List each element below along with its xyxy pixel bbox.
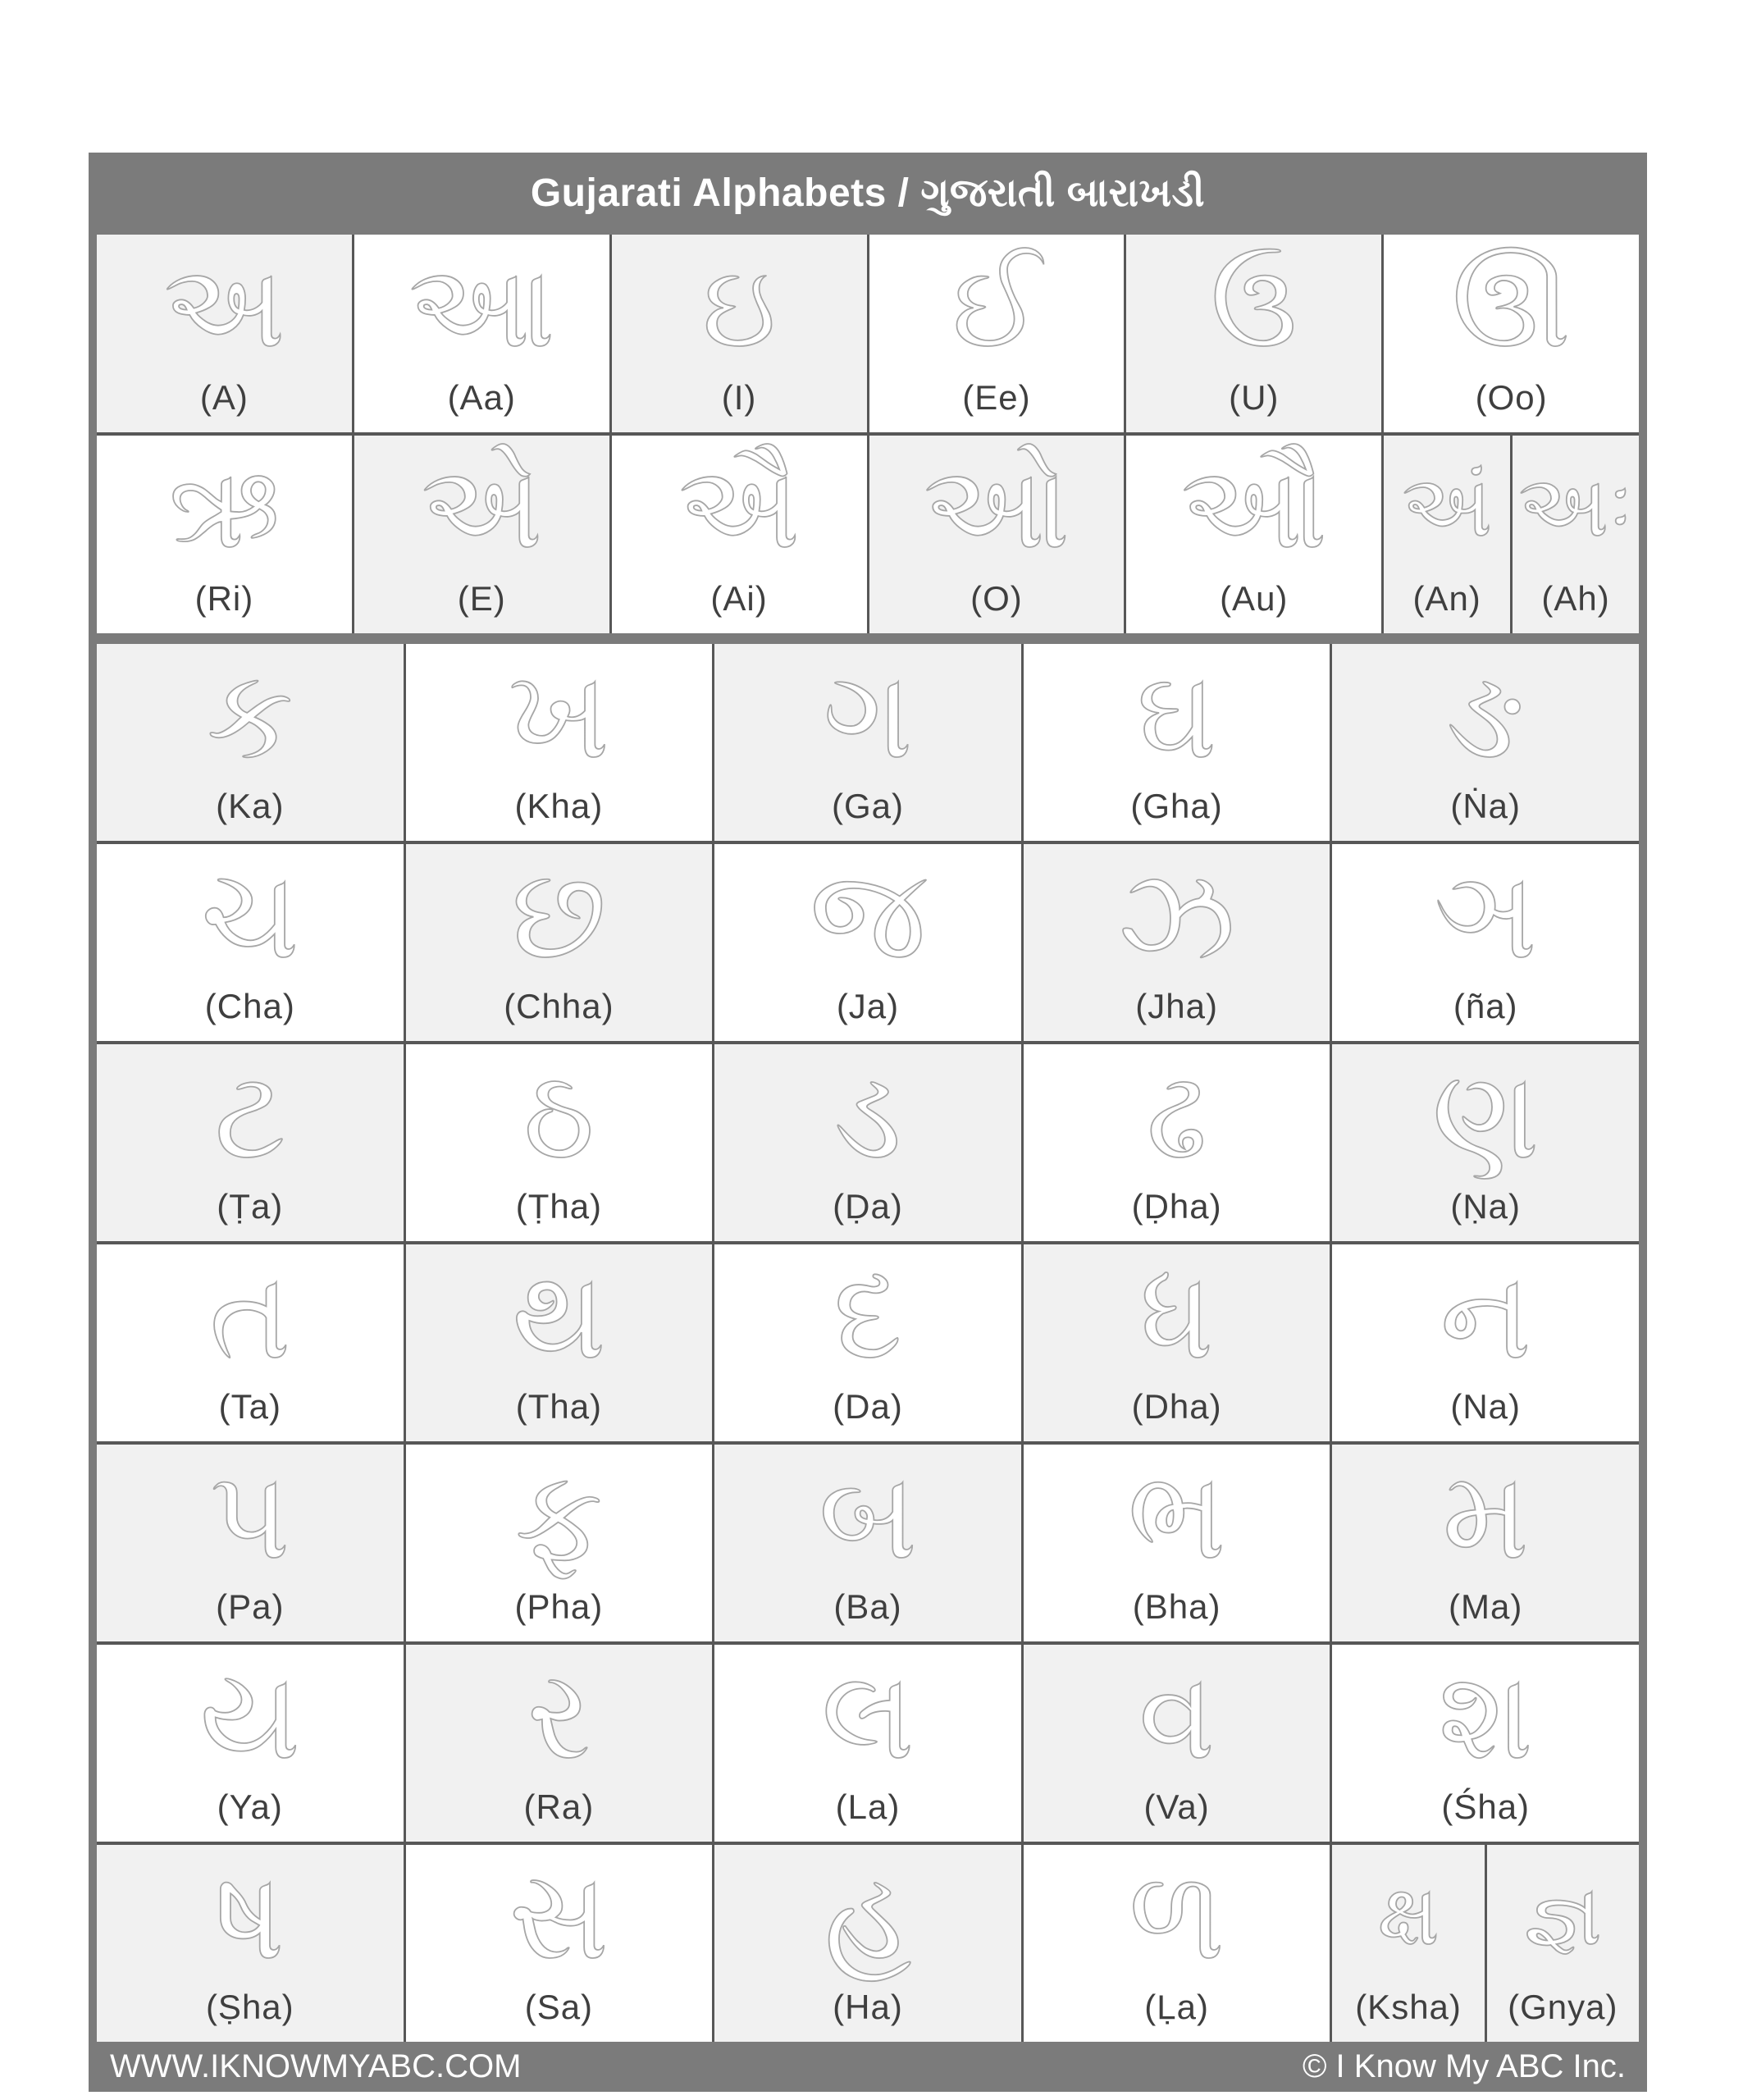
letter-label-ssa: (Ṣha) xyxy=(205,1988,294,2026)
glyph-text-na: ન xyxy=(1440,1246,1532,1385)
letter-cell-kha xyxy=(406,644,713,841)
letter-label-u: (U) xyxy=(1229,378,1280,417)
glyph-text-cha: ચ xyxy=(200,846,299,984)
gujarati-glyph-ttha xyxy=(406,1044,713,1187)
letter-label-ta: (Ta) xyxy=(218,1387,281,1426)
letter-label-dda: (Ḍa) xyxy=(833,1187,903,1226)
letter-cell-dda xyxy=(714,1044,1021,1241)
gujarati-glyph-sha xyxy=(1332,1645,1639,1787)
letter-cell-tha xyxy=(406,1244,713,1441)
gujarati-glyph-bha xyxy=(1024,1445,1330,1587)
gujarati-glyph-lla xyxy=(1024,1845,1330,1988)
letter-cell-ri xyxy=(97,436,352,633)
glyph-text-nna: ણ xyxy=(1431,1046,1540,1185)
letter-label-bha: (Bha) xyxy=(1132,1587,1221,1626)
letter-label-an: (An) xyxy=(1412,579,1481,618)
glyph-text-oo: ઊ xyxy=(1452,242,1571,371)
glyph-text-pa: પ xyxy=(210,1446,290,1585)
consonants-grid xyxy=(97,644,1639,2042)
letter-cell-na xyxy=(1332,1244,1639,1441)
gujarati-alphabet-chart xyxy=(89,153,1647,2092)
gujarati-glyph-pa xyxy=(97,1445,404,1587)
letter-cell-u xyxy=(1126,235,1381,432)
letter-label-ttha: (Ṭha) xyxy=(515,1187,603,1226)
glyph-text-da: દ xyxy=(833,1246,902,1385)
glyph-text-la: લ xyxy=(821,1646,915,1785)
glyph-text-ba: બ xyxy=(818,1446,918,1585)
letter-cell-da xyxy=(714,1244,1021,1441)
letter-label-tha: (Tha) xyxy=(515,1387,603,1426)
gujarati-glyph-ai xyxy=(612,436,867,579)
letter-label-au: (Au) xyxy=(1220,579,1289,618)
letter-cell-ee xyxy=(869,235,1125,432)
chart-body xyxy=(89,235,1647,2042)
glyph-text-ddha: ઢ xyxy=(1146,1046,1207,1185)
letter-cell-ssa xyxy=(97,1845,404,2042)
glyph-text-bha: ભ xyxy=(1127,1446,1226,1585)
gujarati-glyph-au xyxy=(1126,436,1381,579)
letter-cell-cha xyxy=(97,844,404,1041)
letter-label-ba: (Ba) xyxy=(833,1587,902,1626)
letter-cell-tta xyxy=(97,1044,404,1241)
letter-label-pha: (Pha) xyxy=(514,1587,604,1626)
glyph-text-pha: ફ xyxy=(514,1446,603,1585)
letter-label-i: (I) xyxy=(721,378,757,417)
glyph-text-ya: ય xyxy=(199,1646,301,1785)
gujarati-glyph-a xyxy=(97,235,352,378)
gujarati-glyph-ddha xyxy=(1024,1044,1330,1187)
letter-label-la: (La) xyxy=(835,1787,901,1826)
letter-label-lla: (Ḷa) xyxy=(1144,1988,1209,2026)
gujarati-glyph-la xyxy=(714,1645,1021,1787)
letter-label-ja: (Ja) xyxy=(836,987,900,1025)
gujarati-glyph-chha xyxy=(406,844,713,987)
letter-label-da: (Da) xyxy=(833,1387,903,1426)
letter-cell-gnya xyxy=(1487,1845,1639,2042)
letter-cell-la xyxy=(714,1645,1021,1842)
letter-cell-gha xyxy=(1024,644,1330,841)
glyph-text-dha: ધ xyxy=(1139,1246,1214,1385)
letter-cell-bha xyxy=(1024,1445,1330,1641)
glyph-text-i: ઇ xyxy=(702,242,777,371)
letter-label-sa: (Sa) xyxy=(524,1988,594,2026)
letter-label-ee: (Ee) xyxy=(962,378,1031,417)
letter-cell-a xyxy=(97,235,352,432)
gujarati-glyph-ja xyxy=(714,844,1021,987)
gujarati-glyph-tta xyxy=(97,1044,404,1187)
glyph-text-ka: ક xyxy=(206,646,294,784)
glyph-text-tta: ટ xyxy=(214,1046,286,1185)
gujarati-glyph-sa xyxy=(406,1845,713,1988)
letter-label-aa: (Aa) xyxy=(447,378,516,417)
letter-cell-ya xyxy=(97,1645,404,1842)
letter-cell-nna xyxy=(1332,1044,1639,1241)
letter-label-kha: (Kha) xyxy=(514,787,604,825)
letter-cell-chha xyxy=(406,844,713,1041)
glyph-text-e: એ xyxy=(421,443,543,572)
letter-cell-e xyxy=(354,436,609,633)
gujarati-glyph-ssa xyxy=(97,1845,404,1988)
glyph-text-sa: સ xyxy=(509,1847,609,1985)
glyph-text-nga: ઙ xyxy=(1446,646,1526,784)
glyph-text-ta: ત xyxy=(209,1246,291,1385)
glyph-text-au: ઔ xyxy=(1180,443,1327,572)
letter-cell-ai xyxy=(612,436,867,633)
letter-cell-ddha xyxy=(1024,1044,1330,1241)
glyph-text-ksha: ક્ષ xyxy=(1377,1868,1440,1964)
gujarati-glyph-na xyxy=(1332,1244,1639,1387)
glyph-text-ga: ગ xyxy=(823,646,913,784)
gujarati-glyph-ka xyxy=(97,644,404,787)
glyph-text-ri: ઋ xyxy=(168,443,281,572)
glyph-text-ai: ઐ xyxy=(678,443,800,572)
letter-cell-ba xyxy=(714,1445,1021,1641)
glyph-text-ttha: ઠ xyxy=(522,1046,595,1185)
letter-cell-sa xyxy=(406,1845,713,2042)
letter-label-tta: (Ṭa) xyxy=(217,1187,284,1226)
glyph-text-a: અ xyxy=(163,242,285,371)
letter-label-sha: (Śha) xyxy=(1441,1787,1531,1826)
letter-cell-i xyxy=(612,235,867,432)
gujarati-glyph-aa xyxy=(354,235,609,378)
glyph-text-ee: ઈ xyxy=(951,242,1041,371)
letter-cell-ah xyxy=(1513,436,1639,633)
letter-cell-an xyxy=(1384,436,1510,633)
gujarati-glyph-da xyxy=(714,1244,1021,1387)
letter-label-ra: (Ra) xyxy=(523,1787,595,1826)
glyph-text-sha: શ xyxy=(1438,1646,1534,1785)
letter-cell-sha xyxy=(1332,1645,1639,1842)
gujarati-glyph-oo xyxy=(1384,235,1639,378)
glyph-text-u: ઉ xyxy=(1210,242,1298,371)
letter-label-nga: (Ṅa) xyxy=(1450,787,1522,825)
letter-cell-nga xyxy=(1332,644,1639,841)
gujarati-glyph-cha xyxy=(97,844,404,987)
glyph-text-lla: ળ xyxy=(1129,1847,1225,1985)
gujarati-glyph-dda xyxy=(714,1044,1021,1187)
letter-label-chha: (Chha) xyxy=(504,987,614,1025)
letter-cell-au xyxy=(1126,436,1381,633)
section-separator xyxy=(97,633,1639,644)
glyph-text-o: ઓ xyxy=(923,443,1070,572)
letter-label-gha: (Gha) xyxy=(1130,787,1223,825)
glyph-text-ssa: ષ xyxy=(215,1847,285,1985)
letter-cell-ttha xyxy=(406,1044,713,1241)
glyph-text-chha: છ xyxy=(511,846,607,984)
letter-cell-ta xyxy=(97,1244,404,1441)
glyph-text-ah: અઃ xyxy=(1518,459,1633,555)
gujarati-glyph-jha xyxy=(1024,844,1330,987)
letter-label-nna: (Ṇa) xyxy=(1450,1187,1522,1226)
gujarati-glyph-ta xyxy=(97,1244,404,1387)
gujarati-glyph-ma xyxy=(1332,1445,1639,1587)
glyph-text-kha: ખ xyxy=(508,646,610,784)
letter-cell-lla xyxy=(1024,1845,1330,2042)
letter-cell-nya xyxy=(1332,844,1639,1041)
gujarati-glyph-dha xyxy=(1024,1244,1330,1387)
gujarati-glyph-ha xyxy=(714,1845,1021,1988)
glyph-text-nya: ઞ xyxy=(1434,846,1537,984)
letter-label-oo: (Oo) xyxy=(1475,378,1548,417)
letter-cell-ga xyxy=(714,644,1021,841)
footer-copyright: © I Know My ABC Inc. xyxy=(1302,2048,1626,2084)
letter-label-ya: (Ya) xyxy=(217,1787,283,1826)
gujarati-glyph-an xyxy=(1384,436,1510,579)
gujarati-glyph-nya xyxy=(1332,844,1639,987)
letter-cell-va xyxy=(1024,1645,1330,1842)
letter-label-va: (Va) xyxy=(1143,1787,1210,1826)
letter-label-a: (A) xyxy=(199,378,249,417)
gujarati-glyph-ga xyxy=(714,644,1021,787)
letter-label-ma: (Ma) xyxy=(1449,1587,1523,1626)
gujarati-glyph-u xyxy=(1126,235,1381,378)
letter-cell-oo xyxy=(1384,235,1639,432)
chart-header xyxy=(89,153,1647,235)
letter-label-pa: (Pa) xyxy=(216,1587,285,1626)
letter-cell-o xyxy=(869,436,1125,633)
letter-cell-jha xyxy=(1024,844,1330,1041)
glyph-text-dda: ડ xyxy=(833,1046,902,1185)
gujarati-glyph-ah xyxy=(1513,436,1639,579)
glyph-text-an: અં xyxy=(1402,459,1492,555)
glyph-text-va: વ xyxy=(1138,1646,1216,1785)
letter-label-nya: (ña) xyxy=(1453,987,1518,1025)
letter-cell-ha xyxy=(714,1845,1021,2042)
glyph-text-jha: ઝ xyxy=(1118,846,1236,984)
gujarati-glyph-nna xyxy=(1332,1044,1639,1187)
gujarati-glyph-gha xyxy=(1024,644,1330,787)
letter-cell-pa xyxy=(97,1445,404,1641)
gujarati-glyph-i xyxy=(612,235,867,378)
gujarati-glyph-gnya xyxy=(1487,1845,1639,1988)
vowels-grid xyxy=(97,235,1639,633)
glyph-text-ma: મ xyxy=(1442,1446,1530,1585)
letter-label-ddha: (Ḍha) xyxy=(1131,1187,1222,1226)
gujarati-glyph-ra xyxy=(406,1645,713,1787)
letter-label-ka: (Ka) xyxy=(216,787,285,825)
gujarati-glyph-ri xyxy=(97,436,352,579)
gujarati-glyph-ya xyxy=(97,1645,404,1787)
letter-label-ri: (Ri) xyxy=(194,579,254,618)
letter-label-o: (O) xyxy=(970,579,1023,618)
gujarati-glyph-ksha xyxy=(1332,1845,1484,1988)
letter-label-e: (E) xyxy=(457,579,506,618)
letter-cell-ka xyxy=(97,644,404,841)
letter-label-ah: (Ah) xyxy=(1541,579,1610,618)
glyph-text-tha: થ xyxy=(511,1246,606,1385)
letter-label-ha: (Ha) xyxy=(833,1988,903,2026)
chart-footer xyxy=(89,2042,1647,2092)
letter-label-dha: (Dha) xyxy=(1131,1387,1222,1426)
gujarati-glyph-ba xyxy=(714,1445,1021,1587)
letter-cell-dha xyxy=(1024,1244,1330,1441)
letter-cell-ra xyxy=(406,1645,713,1842)
footer-website: WWW.IKNOWMYABC.COM xyxy=(110,2048,522,2084)
letter-label-ai: (Ai) xyxy=(710,579,768,618)
letter-label-jha: (Jha) xyxy=(1135,987,1218,1025)
gujarati-glyph-e xyxy=(354,436,609,579)
glyph-text-ra: ર xyxy=(527,1646,591,1785)
letter-cell-ja xyxy=(714,844,1021,1041)
gujarati-glyph-tha xyxy=(406,1244,713,1387)
gujarati-glyph-kha xyxy=(406,644,713,787)
letter-cell-ksha xyxy=(1332,1845,1484,2042)
letter-label-na: (Na) xyxy=(1450,1387,1522,1426)
gujarati-glyph-va xyxy=(1024,1645,1330,1787)
letter-label-ksha: (Ksha) xyxy=(1355,1988,1462,2026)
gujarati-glyph-o xyxy=(869,436,1125,579)
glyph-text-ja: જ xyxy=(810,846,926,984)
glyph-text-aa: આ xyxy=(408,242,555,371)
glyph-text-ha: હ xyxy=(824,1847,912,1985)
chart-title: Gujarati Alphabets / ગુજરાતી બારાખડી xyxy=(530,171,1206,215)
letter-label-gnya: (Gnya) xyxy=(1508,1988,1618,2026)
gujarati-glyph-nga xyxy=(1332,644,1639,787)
letter-cell-aa xyxy=(354,235,609,432)
gujarati-glyph-pha xyxy=(406,1445,713,1587)
gujarati-glyph-ee xyxy=(869,235,1125,378)
glyph-text-gha: ઘ xyxy=(1136,646,1217,784)
letter-cell-pha xyxy=(406,1445,713,1641)
letter-label-cha: (Cha) xyxy=(204,987,295,1025)
letter-cell-ma xyxy=(1332,1445,1639,1641)
glyph-text-gnya: જ્ઞ xyxy=(1523,1868,1602,1964)
letter-label-ga: (Ga) xyxy=(831,787,904,825)
